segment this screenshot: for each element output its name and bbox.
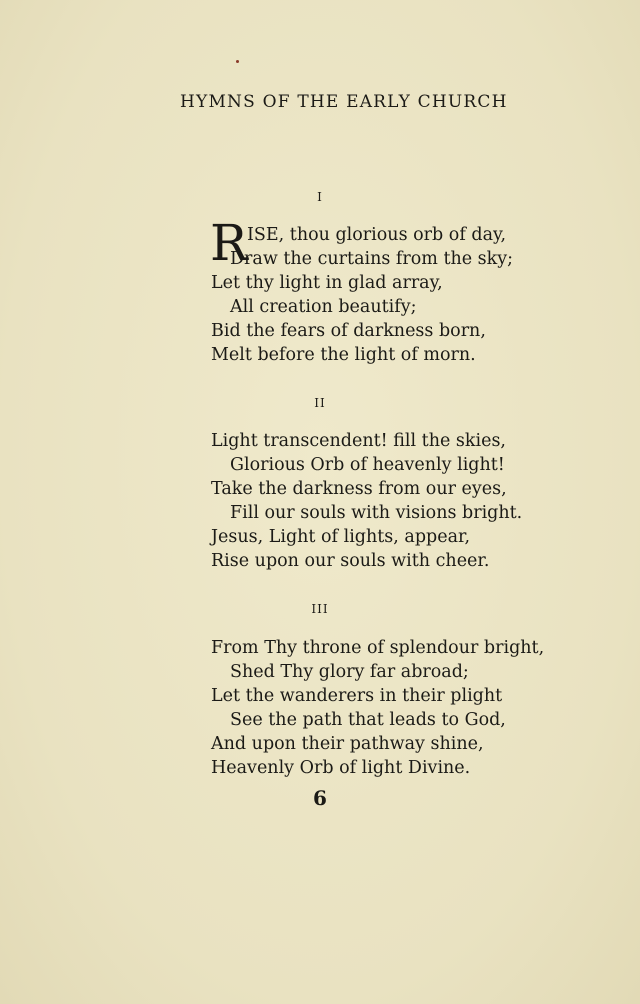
stanza-1-line-1: ISE, thou glorious orb of day, bbox=[247, 225, 507, 245]
stanza-2-line-4: Fill our souls with visions bright. bbox=[230, 503, 523, 523]
stanza-1-line-5: Bid the fears of darkness born, bbox=[211, 321, 486, 341]
drop-cap: R bbox=[210, 214, 248, 272]
stanza-number-1: I bbox=[317, 190, 323, 204]
stanza-1-line-4: All creation beautify; bbox=[230, 297, 417, 317]
running-head: HYMNS OF THE EARLY CHURCH bbox=[180, 92, 508, 112]
stanza-3-line-5: And upon their pathway shine, bbox=[211, 734, 484, 754]
stanza-1-line-2: Draw the curtains from the sky; bbox=[230, 249, 514, 269]
stanza-number-2: II bbox=[314, 396, 326, 410]
stanza-3-line-6: Heavenly Orb of light Divine. bbox=[211, 758, 471, 778]
ink-speck bbox=[236, 60, 239, 63]
stanza-2-line-3: Take the darkness from our eyes, bbox=[211, 479, 507, 499]
stanza-3-line-2: Shed Thy glory far abroad; bbox=[230, 662, 469, 682]
stanza-2-line-1: Light transcendent! fill the skies, bbox=[211, 431, 506, 451]
stanza-3-line-3: Let the wanderers in their plight bbox=[211, 686, 503, 706]
stanza-3-line-4: See the path that leads to God, bbox=[230, 710, 506, 730]
stanza-3-line-1: From Thy throne of splendour bright, bbox=[211, 638, 545, 658]
stanza-2-line-5: Jesus, Light of lights, appear, bbox=[211, 527, 471, 547]
stanza-2-line-6: Rise upon our souls with cheer. bbox=[211, 551, 490, 571]
stanza-1-line-3: Let thy light in glad array, bbox=[211, 273, 443, 293]
page-number: 6 bbox=[313, 786, 327, 810]
stanza-2-line-2: Glorious Orb of heavenly light! bbox=[230, 455, 505, 475]
stanza-number-3: III bbox=[311, 602, 329, 616]
stanza-1-line-6: Melt before the light of morn. bbox=[211, 345, 476, 365]
